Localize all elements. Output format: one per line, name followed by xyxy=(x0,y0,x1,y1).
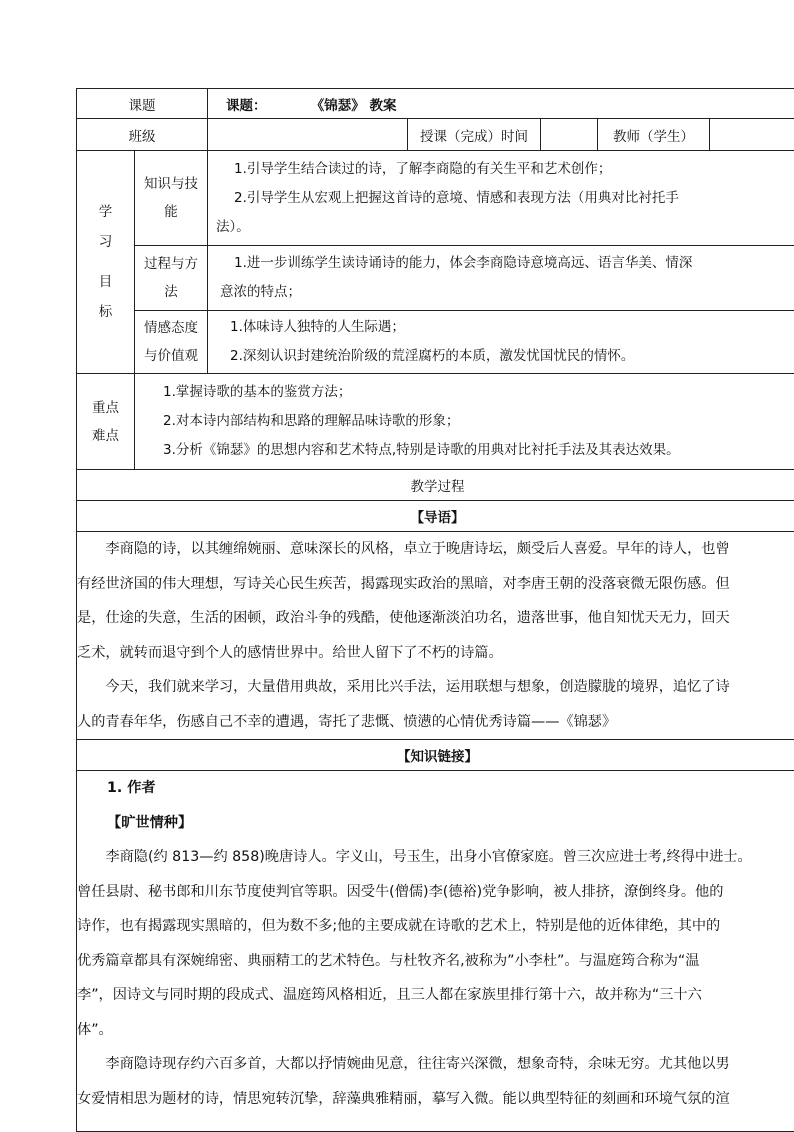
knowledge-link-body-row xyxy=(77,771,794,1132)
author-line: 诗作，也有揭露现实黑暗的，但为数不多;他的主要成就在诗歌的艺术上，特别是他的近体律绝，其中的 xyxy=(77,909,794,944)
objectives-char: 目 xyxy=(77,267,134,297)
topic-value: 《锦瑟》 教案 xyxy=(271,98,397,114)
lesson-plan-table xyxy=(76,88,794,1132)
author-line: 李商隐诗现存约六百多首，大都以抒情婉曲见意，往往寄兴深微，想象奇特，余味无穷。尤其他以男 xyxy=(77,1047,794,1082)
author-sub-title: 【旷世情种】 xyxy=(77,806,794,841)
key-points-label-line: 重点 xyxy=(77,394,134,422)
teacher-label: 教师（学生） xyxy=(598,119,710,151)
knowledge-item: 1.引导学生结合读过的诗，了解李商隐的有关生平和艺术创作； xyxy=(208,155,794,184)
knowledge-label xyxy=(135,151,208,246)
emotion-label-line: 与价值观 xyxy=(135,342,207,370)
key-points-row xyxy=(77,374,794,470)
author-line: 优秀篇章都具有深婉绵密、典丽精工的艺术特色。与杜牧齐名,被称为”小李杜”。与温庭筠合称为“温 xyxy=(77,944,794,979)
author-line: 曾任县尉、秘书郎和川东节度使判官等职。因受牛(僧儒)李(德裕)党争影响，被人排挤，潦倒终身。他的 xyxy=(77,875,794,910)
intro-body-row xyxy=(77,532,794,740)
intro-line: 今天，我们就来学习，大量借用典故，采用比兴手法，运用联想与想象，创造朦胧的境界，追忆了诗 xyxy=(77,670,794,705)
emotion-row xyxy=(77,311,794,374)
author-line: 李”，因诗文与同时期的段成式、温庭筠风格相近，且三人都在家族里排行第十六，故并称为“三十六 xyxy=(77,978,794,1013)
key-point-item: 3.分析《锦瑟》的思想内容和艺术特点,特别是诗歌的用典对比衬托手法及其表达效果。 xyxy=(135,436,794,465)
process-item: 1.进一步训练学生读诗诵诗的能力，体会李商隐诗意境高远、语言华美、情深 xyxy=(208,249,794,278)
objectives-label xyxy=(77,151,135,374)
emotion-label-line: 情感态度 xyxy=(135,314,207,342)
knowledge-link-title: 【知识链接】 xyxy=(77,740,794,771)
intro-line: 李商隐的诗，以其缠绵婉丽、意味深长的风格，卓立于晚唐诗坛，颇受后人喜爱。早年的诗人，也曾 xyxy=(77,532,794,567)
topic-value-label: 课题： xyxy=(208,98,267,114)
knowledge-content xyxy=(208,151,794,246)
teacher-value xyxy=(710,119,794,151)
knowledge-item: 2.引导学生从宏观上把握这首诗的意境、情感和表现方法（用典对比衬托手 xyxy=(208,184,794,213)
knowledge-link-title-row xyxy=(77,740,794,771)
author-section-title: 1. 作者 xyxy=(77,771,794,806)
topic-value-cell xyxy=(208,89,794,119)
emotion-item: 1.体味诗人独特的人生际遇； xyxy=(208,313,794,342)
knowledge-label-line: 能 xyxy=(135,198,207,226)
process-item: 意浓的特点； xyxy=(208,278,794,307)
class-row xyxy=(77,119,794,151)
class-value xyxy=(208,119,408,151)
knowledge-link-body xyxy=(77,771,794,1132)
objectives-char: 标 xyxy=(77,297,134,327)
process-row xyxy=(77,246,794,311)
knowledge-label-line: 知识与技 xyxy=(135,170,207,198)
key-points-label xyxy=(77,374,135,470)
knowledge-item: 法）。 xyxy=(208,213,794,242)
process-label-line: 法 xyxy=(135,278,207,306)
class-label: 班级 xyxy=(77,119,208,151)
process-content xyxy=(208,246,794,311)
intro-line: 人的青春年华，伤感自己不幸的遭遇，寄托了悲慨、愤懑的心情优秀诗篇——《锦瑟》 xyxy=(77,705,794,740)
time-label: 授课（完成）时间 xyxy=(408,119,541,151)
emotion-label xyxy=(135,311,208,374)
knowledge-row xyxy=(77,151,794,246)
key-point-item: 2.对本诗内部结构和思路的理解品味诗歌的形象； xyxy=(135,407,794,436)
author-line: 女爱情相思为题材的诗，情思宛转沉挚，辞藻典雅精丽，摹写入微。能以典型特征的刻画和环境气氛的渲 xyxy=(77,1082,794,1117)
objectives-char: 学 xyxy=(77,197,134,227)
topic-row xyxy=(77,89,794,119)
key-points-label-line: 难点 xyxy=(77,422,134,450)
intro-body xyxy=(77,532,794,740)
teaching-process-title: 教学过程 xyxy=(77,470,794,501)
emotion-content xyxy=(208,311,794,374)
time-value xyxy=(541,119,598,151)
key-point-item: 1.掌握诗歌的基本的鉴赏方法； xyxy=(135,378,794,407)
process-title-row xyxy=(77,470,794,501)
objectives-char: 习 xyxy=(77,227,134,257)
emotion-item: 2.深刻认识封建统治阶级的荒淫腐朽的本质，激发忧国忧民的情怀。 xyxy=(208,342,794,371)
intro-line: 乏术，就转而退守到个人的感情世界中。给世人留下了不朽的诗篇。 xyxy=(77,636,794,671)
process-label-line: 过程与方 xyxy=(135,250,207,278)
intro-title-row xyxy=(77,501,794,532)
intro-line: 是，仕途的失意，生活的困顿，政治斗争的残酷，使他逐渐淡泊功名，遗落世事，他自知忧天无力，回天 xyxy=(77,601,794,636)
intro-title: 【导语】 xyxy=(77,501,794,532)
author-line: 体”。 xyxy=(77,1013,794,1048)
author-line: 李商隐(约 813—约 858)晚唐诗人。字义山，号玉生，出身小官僚家庭。曾三次应进士考,终得中进士。 xyxy=(77,840,794,875)
intro-line: 有经世济国的伟大理想，写诗关心民生疾苦，揭露现实政治的黑暗，对李唐王朝的没落衰微无限伤感。但 xyxy=(77,567,794,602)
key-points-content xyxy=(135,374,794,470)
process-label xyxy=(135,246,208,311)
topic-label: 课题 xyxy=(77,89,208,119)
